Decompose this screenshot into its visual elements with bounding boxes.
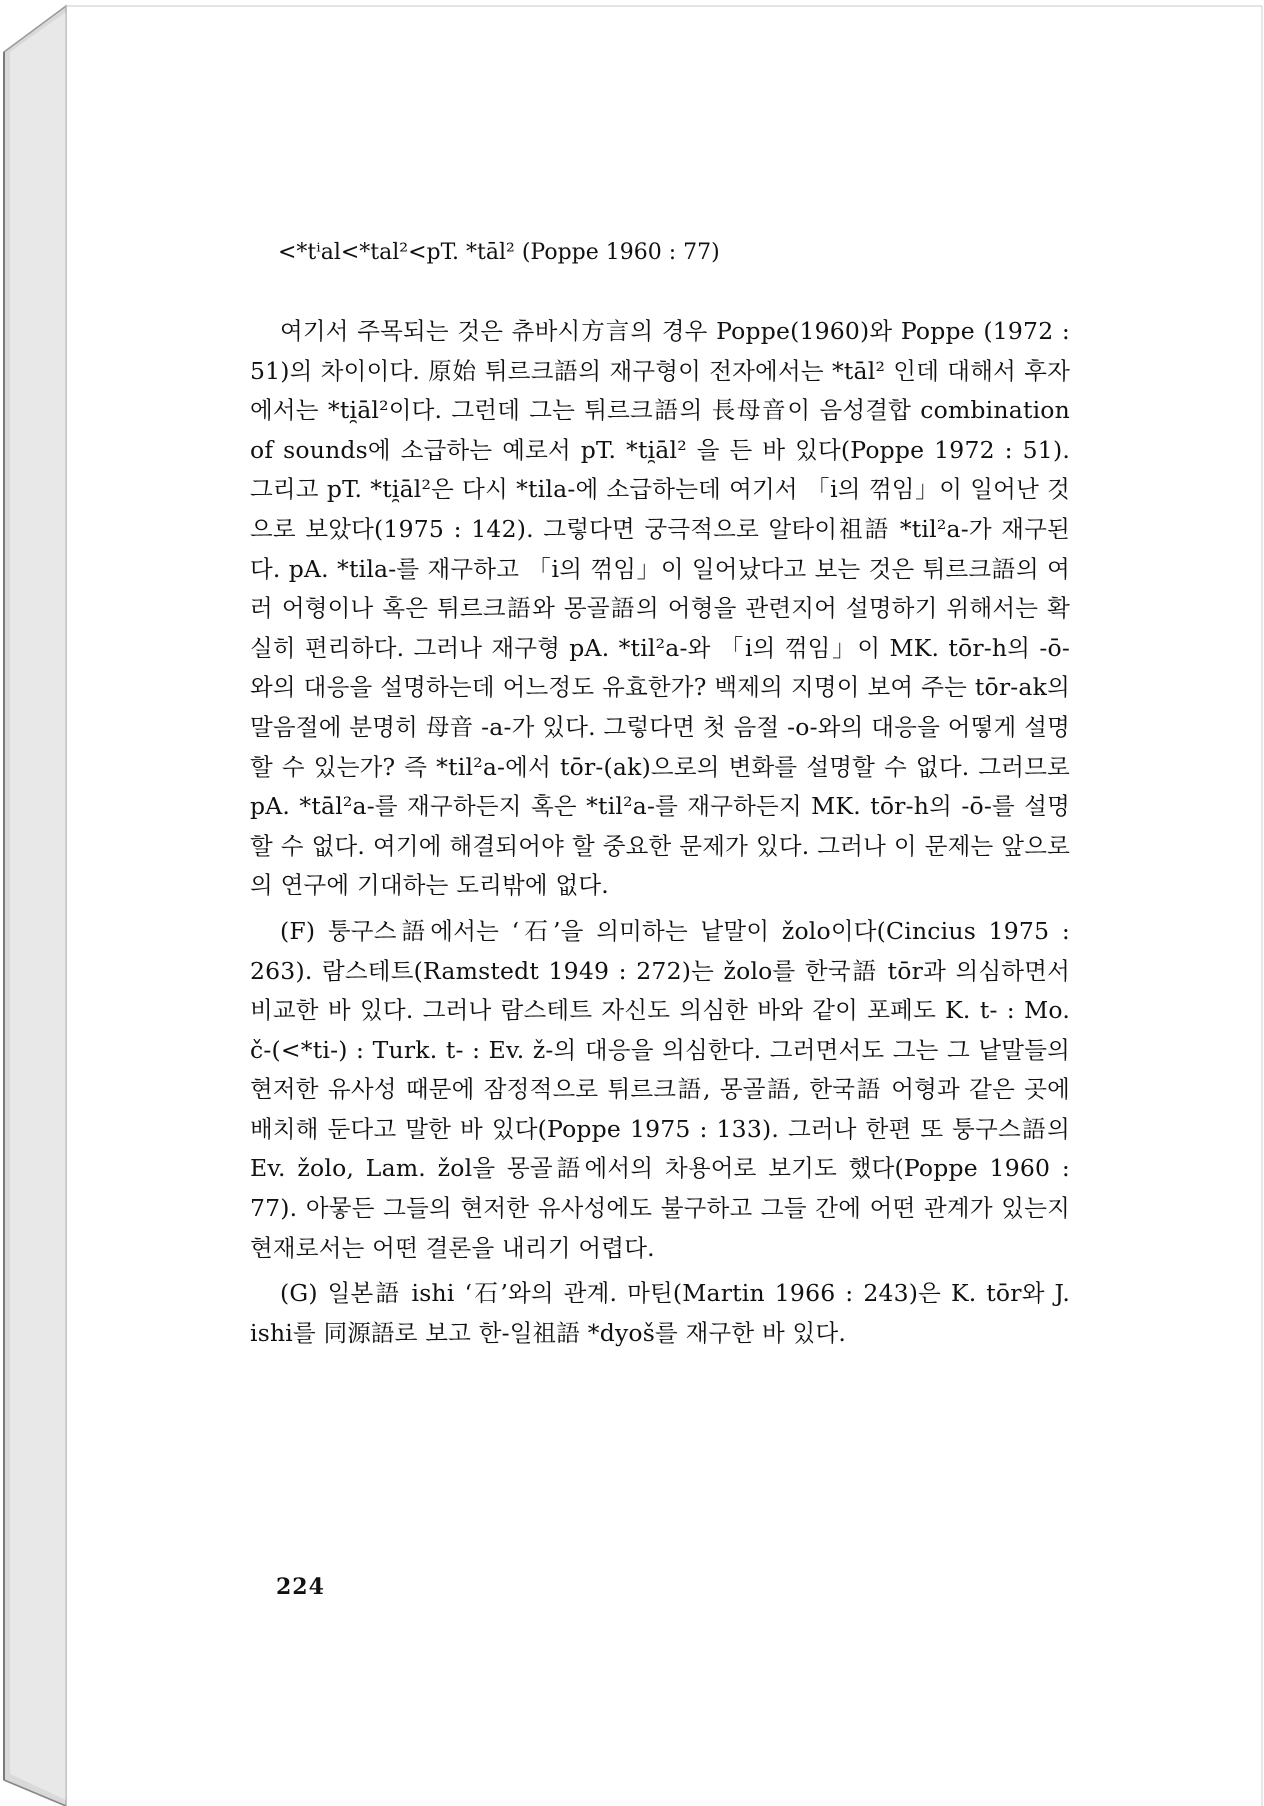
paragraph-japanese-g: (G) 일본語 ishi ‘石’와의 관계. 마틴(Martin 1966 : 243)은 K. tōr와 J. ishi를 同源語로 보고 한-일祖語 *dyoš를 재구한 바 있다.	[250, 1279, 1070, 1347]
paragraph-chuvash-dialect: 여기서 주목되는 것은 츄바시方言의 경우 Poppe(1960)와 Poppe (1972 : 51)의 차이이다. 原始 튀르크語의 재구형이 전자에서는 *tāl² 인데 대해서 후자에서는 *ti̯āl²이다. 그런데 그는 튀르크語의 長母音이 음성결합 combination of sounds에 소급하는 예로서 pT. *ti̯āl² 을 든 바 있다(Poppe 1972 : 51). 그리고 pT. *ti̯āl²은 다시 *tila-에 소급하는데 여기서 「i의 꺾임」이 일어난 것으로 보았다(1975 : 142). 그렇다면 궁극적으로 알타이祖語 *til²a-가 재구된다. pA. *tila-를 재구하고 「i의 꺾임」이 일어났다고 보는 것은 튀르크語의 여러 어형이나 혹은 튀르크語와 몽골語의 어형을 관련지어 설명하기 위해서는 확실히 편리하다. 그러나 재구형 pA. *til²a-와 「i의 꺾임」이 MK. tōr-h의 -ō-와의 대응을 설명하는데 어느정도 유효한가? 백제의 지명이 보여 주는 tōr-ak의 말음절에 분명히 母音 -a-가 있다. 그렇다면 첫 음절 -o-와의 대응을 어떻게 설명할 수 있는가? 즉 *til²a-에서 tōr-(ak)으로의 변화를 설명할 수 없다. 그러므로 pA. *tāl²a-를 재구하든지 혹은 *til²a-를 재구하든지 MK. tōr-h의 -ō-를 설명할 수 없다. 여기에 해결되어야 할 중요한 문제가 있다. 그러나 이 문제는 앞으로의 연구에 기대하는 도리밖에 없다.	[250, 317, 1070, 900]
page-number: 224	[276, 1574, 325, 1600]
reconstruction-formula: <*tⁱal<*tal²<pT. *tāl² (Poppe 1960 : 77)	[278, 240, 720, 265]
page-content	[250, 238, 1070, 1353]
paragraph-tungusic-f: (F) 퉁구스語에서는 ‘石’을 의미하는 낱말이 žolo이다(Cincius 1975 : 263). 람스테트(Ramstedt 1949 : 272)는 žolo를 한국語 tōr과 의심하면서 비교한 바 있다. 그러나 람스테트 자신도 의심한 바와 같이 포페도 K. t- : Mo. č-(<*ti-) : Turk. t- : Ev. ž-의 대응을 의심한다. 그러면서도 그는 그 낱말들의 현저한 유사성 때문에 잠정적으로 튀르크語, 몽골語, 한국語 어형과 같은 곳에 배치해 둔다고 말한 바 있다(Poppe 1975 : 133). 그러나 한편 또 퉁구스語의 Ev. žolo, Lam. žol을 몽골語에서의 차용어로 보기도 했다(Poppe 1960 : 77). 아뭏든 그들의 현저한 유사성에도 불구하고 그들 간에 어떤 관계가 있는지 현재로서는 어떤 결론을 내리기 어렵다.	[250, 916, 1070, 1262]
